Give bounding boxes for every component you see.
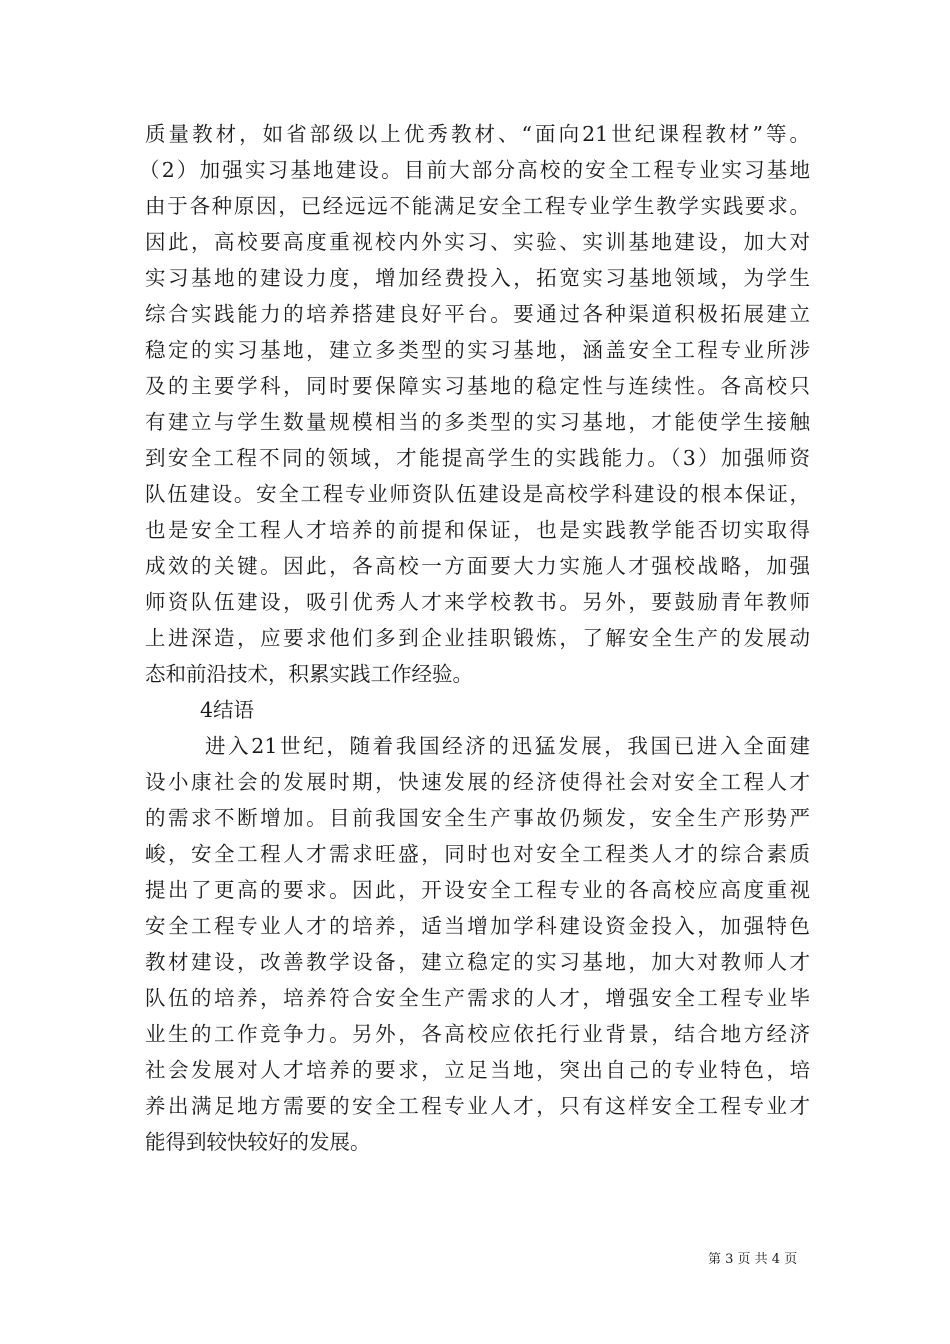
text-line: （2）加强实习基地建设。目前大部分高校的安全工程专业实习基地 xyxy=(139,158,810,182)
text-line: 实习基地的建设力度，增加经费投入，拓宽实习基地领域，为学生 xyxy=(145,266,810,290)
text-line: 及的主要学科，同时要保障实习基地的稳定性与连续性。各高校只 xyxy=(145,374,810,398)
text-line: 有建立与学生数量规模相当的多类型的实习基地，才能使学生接触 xyxy=(145,410,810,434)
text-line: 成效的关键。因此，各高校一方面要大力实施人才强校战略，加强 xyxy=(145,554,810,578)
text-line: 到安全工程不同的领域，才能提高学生的实践能力。（3）加强师资 xyxy=(145,446,810,470)
text-line: 综合实践能力的培养搭建良好平台。要通过各种渠道积极拓展建立 xyxy=(145,302,810,326)
text-line: 社会发展对人才培养的要求，立足当地，突出自己的专业特色，培 xyxy=(145,1058,810,1082)
text-line: 上进深造，应要求他们多到企业挂职锻炼，了解安全生产的发展动 xyxy=(145,626,810,650)
text-line: 的需求不断增加。目前我国安全生产事故仍频发，安全生产形势严 xyxy=(145,806,810,830)
text-line: 态和前沿技术，积累实践工作经验。 xyxy=(145,662,473,686)
text-line: 队伍建设。安全工程专业师资队伍建设是高校学科建设的根本保证， xyxy=(145,482,810,506)
text-line: 由于各种原因，已经远远不能满足安全工程专业学生教学实践要求。 xyxy=(145,194,810,218)
text-line: 质量教材，如省部级以上优秀教材、“面向21世纪课程教材”等。 xyxy=(145,122,810,146)
page-number: 第 3 页 共 4 页 xyxy=(708,1252,798,1267)
text-line: 因此，高校要高度重视校内外实习、实验、实训基地建设，加大对 xyxy=(145,230,810,254)
text-line: 稳定的实习基地，建立多类型的实习基地，涵盖安全工程专业所涉 xyxy=(145,338,810,362)
text-line: 队伍的培养，培养符合安全生产需求的人才，增强安全工程专业毕 xyxy=(145,986,810,1010)
text-line: 也是安全工程人才培养的前提和保证，也是实践教学能否切实取得 xyxy=(145,518,810,542)
text-line: 业生的工作竞争力。另外，各高校应依托行业背景，结合地方经济 xyxy=(145,1022,810,1046)
text-line: 师资队伍建设，吸引优秀人才来学校教书。另外，要鼓励青年教师 xyxy=(145,590,810,614)
text-line: 峻，安全工程人才需求旺盛，同时也对安全工程类人才的综合素质 xyxy=(145,842,810,866)
paragraph-first-line: 进入21世纪，随着我国经济的迅猛发展，我国已进入全面建 xyxy=(205,734,810,758)
text-line: 养出满足地方需要的安全工程专业人才，只有这样安全工程专业才 xyxy=(145,1094,810,1118)
text-line: 能得到较快较好的发展。 xyxy=(145,1130,371,1154)
text-line: 提出了更高的要求。因此，开设安全工程专业的各高校应高度重视 xyxy=(145,878,810,902)
body-text xyxy=(139,116,810,1160)
section-heading: 4结语 xyxy=(200,698,255,722)
text-line: 设小康社会的发展时期，快速发展的经济使得社会对安全工程人才 xyxy=(145,770,810,794)
text-line: 教材建设，改善教学设备，建立稳定的实习基地，加大对教师人才 xyxy=(145,950,810,974)
text-line: 安全工程专业人才的培养，适当增加学科建设资金投入，加强特色 xyxy=(145,914,810,938)
